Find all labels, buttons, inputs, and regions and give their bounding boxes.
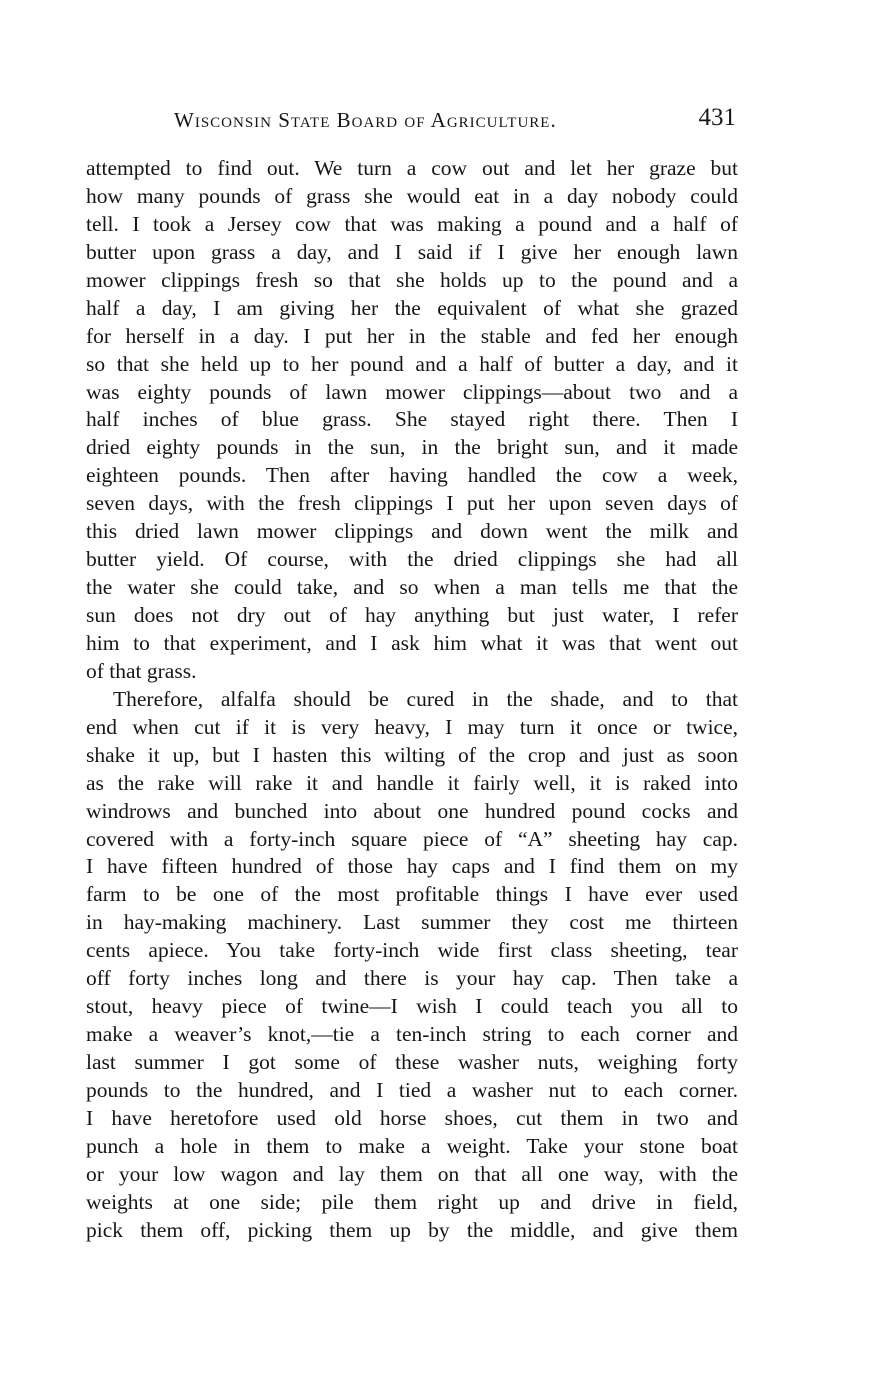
text-line: I have fifteen hundred of those hay caps and I find them on my (86, 854, 738, 879)
page-number: 431 (698, 104, 736, 131)
text-line: pounds to the hundred, and I tied a washer nut to each corner. (86, 1077, 738, 1102)
text-line: was eighty pounds of lawn mower clippings—about two and a (86, 379, 738, 404)
paragraph-end-line: of that grass. (86, 658, 197, 683)
text-line: end when cut if it is very heavy, I may turn it once or twice, (86, 714, 738, 739)
text-line: farm to be one of the most profitable things I have ever used (86, 882, 738, 907)
text-line: this dried lawn mower clippings and down went the milk and (86, 519, 738, 544)
text-line: in hay-making machinery. Last summer they cost me thirteen (86, 910, 738, 935)
text-line: covered with a forty-inch square piece of “A” sheeting hay cap. (86, 826, 738, 851)
text-line: tell. I took a Jersey cow that was making a pound and a half of (86, 211, 738, 236)
text-line: so that she held up to her pound and a half of butter a day, and it (86, 351, 738, 376)
text-line: sun does not dry out of hay anything but just water, I refer (86, 603, 738, 627)
text-line: pick them off, picking them up by the middle, and give them (86, 1217, 738, 1242)
text-line: half inches of blue grass. She stayed right there. Then I (86, 407, 738, 432)
text-line: how many pounds of grass she would eat in a day nobody could (86, 183, 738, 208)
running-title: Wisconsin State Board of Agriculture. (174, 108, 557, 132)
text-line: attempted to find out. We turn a cow out and let her graze but (86, 156, 738, 180)
text-line: stout, heavy piece of twine—I wish I could teach you all to (86, 994, 738, 1019)
text-line: him to that experiment, and I ask him what it was that went out (86, 630, 738, 655)
text-line: weights at one side; pile them right up and drive in field, (86, 1189, 738, 1214)
text-line: half a day, I am giving her the equivalent of what she grazed (86, 295, 738, 320)
text-line: cents apiece. You take forty-inch wide first class sheeting, tear (86, 938, 738, 963)
text-line: or your low wagon and lay them on that all one way, with the (86, 1161, 738, 1186)
text-line: for herself in a day. I put her in the stable and fed her enough (86, 323, 738, 348)
text-line: make a weaver’s knot,—tie a ten-inch string to each corner and (86, 1022, 738, 1047)
text-line: the water she could take, and so when a man tells me that the (86, 575, 738, 600)
text-line: as the rake will rake it and handle it fairly well, it is raked into (86, 770, 738, 795)
text-line: punch a hole in them to make a weight. Take your stone boat (86, 1133, 738, 1158)
text-line: eighteen pounds. Then after having handled the cow a week, (86, 463, 738, 488)
body-text (86, 154, 738, 1244)
running-head (86, 104, 738, 136)
text-line: I have heretofore used old horse shoes, cut them in two and (86, 1105, 738, 1130)
text-line: mower clippings fresh so that she holds up to the pound and a (86, 267, 738, 292)
paragraph-start-line: Therefore, alfalfa should be cured in the shade, and to that (113, 686, 738, 711)
text-line: windrows and bunched into about one hundred pound cocks and (86, 798, 738, 823)
text-line: butter upon grass a day, and I said if I give her enough lawn (86, 239, 738, 264)
text-line: shake it up, but I hasten this wilting of the crop and just as soon (86, 742, 738, 767)
text-line: last summer I got some of these washer nuts, weighing forty (86, 1050, 738, 1074)
text-line: seven days, with the fresh clippings I put her upon seven days of (86, 491, 738, 516)
text-line: dried eighty pounds in the sun, in the bright sun, and it made (86, 435, 738, 460)
text-line: butter yield. Of course, with the dried clippings she had all (86, 547, 738, 572)
text-line: off forty inches long and there is your hay cap. Then take a (86, 966, 738, 991)
